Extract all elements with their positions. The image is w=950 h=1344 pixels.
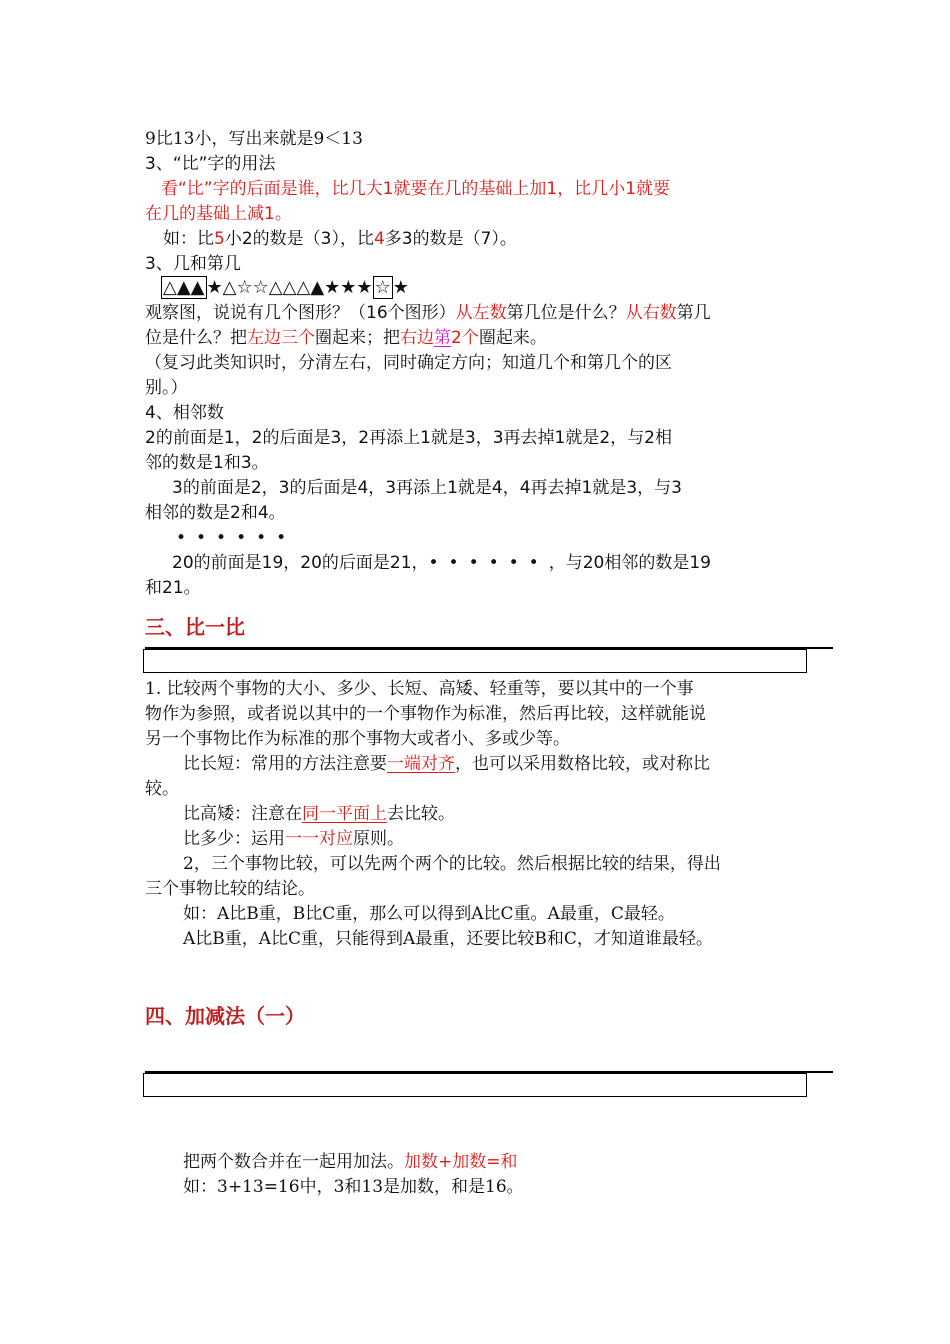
ordinal-question-line-2 <box>145 327 547 349</box>
length-align-ends: 一端对齐 <box>387 754 455 774</box>
adjacent-p2-line-1: 3的前面是2，3的后面是4，3再添上1就是4，4再去掉1就是3，与3 <box>172 478 682 498</box>
count-one-to-one: 一一对应 <box>285 829 353 849</box>
bi-usage-title: 3、“比”字的用法 <box>145 154 276 174</box>
example-num-4: 4 <box>373 229 385 249</box>
q1-from-right: 从右数 <box>625 303 677 323</box>
count-text-a: 比多少：运用 <box>183 829 285 849</box>
p3-text-a: 20的前面是19，20的后面是21， <box>172 553 429 573</box>
q2-second: 2个 <box>451 328 479 348</box>
compare-length-line-2: 较。 <box>145 779 179 799</box>
adjacent-p1-line-2: 邻的数是1和3。 <box>145 453 269 473</box>
section-heading-compare: 三、比一比 <box>145 615 245 639</box>
bi-rule-line-2: 在几的基础上减1。 <box>145 204 292 224</box>
length-text-a: 比长短：常用的方法注意要 <box>183 754 387 774</box>
compare-count <box>183 828 404 850</box>
three-items-example-1: 如：A比B重，B比C重，那么可以得到A比C重。A最重，C最轻。 <box>183 904 675 924</box>
adjacent-p3-line-2: 和21。 <box>145 578 201 598</box>
shape-end: ★ <box>392 277 409 298</box>
length-text-b: ，也可以采用数格比较，或对称比 <box>455 754 710 774</box>
bi-rule-line-1: 看“比”字的后面是谁，比几大1就要在几的基础上加1，比几小1就要 <box>161 179 671 199</box>
q2-ordinal: 第 <box>434 328 451 348</box>
adjacent-p3-line-1 <box>172 552 711 574</box>
heading-rule-box <box>143 649 807 673</box>
addition-formula: 加数+加数=和 <box>404 1152 518 1172</box>
adjacent-title: 4、相邻数 <box>145 403 224 423</box>
q1-text-c: 第几 <box>676 303 711 323</box>
compare-p1-line-1: 1. 比较两个事物的大小、多少、长短、高矮、轻重等，要以其中的一个事 <box>145 679 694 699</box>
three-items-example-2: A比B重，A比C重，只能得到A最重，还要比较B和C，才知道谁最轻。 <box>183 929 713 949</box>
count-text-b: 原则。 <box>353 829 404 849</box>
three-items-line-2: 三个事物比较的结论。 <box>145 879 315 899</box>
height-text-b: 去比较。 <box>387 804 455 824</box>
p3-text-b: ，与20相邻的数是19 <box>548 553 711 573</box>
three-items-line-1: 2，三个事物比较，可以先两个两个的比较。然后根据比较的结果，得出 <box>183 854 721 874</box>
compare-length <box>183 753 710 775</box>
compare-height <box>183 803 455 825</box>
compare-p1-line-3: 另一个事物比作为标准的那个事物大或者小、多或少等。 <box>145 729 570 749</box>
example-mid: 小2的数是（3），比 <box>224 229 374 249</box>
compare-expression: 9＜13 <box>313 129 363 149</box>
review-note-line-1: （复习此类知识时，分清左右，同时确定方向；知道几个和第几个的区 <box>145 353 672 373</box>
adjacent-p2-line-2: 相邻的数是2和4。 <box>145 503 286 523</box>
compare-line <box>145 128 363 150</box>
ordinal-question-line-1 <box>145 302 711 324</box>
example-num-5: 5 <box>214 229 225 249</box>
q1-text-a: 观察图，说说有几个图形？（16个图形） <box>145 303 456 323</box>
adjacent-p1-line-1: 2的前面是1，2的后面是3，2再添上1就是3，3再去掉1就是2，与2相 <box>145 428 672 448</box>
q1-from-left: 从左数 <box>455 303 507 323</box>
bi-example <box>163 228 517 250</box>
height-text-a: 比高矮：注意在 <box>183 804 302 824</box>
p3-dots: •••••• <box>428 553 549 573</box>
shape-middle: ★△☆☆△△△▲★★★ <box>206 277 373 298</box>
q2-text-a: 位是什么？把 <box>145 328 247 348</box>
q2-right: 右边 <box>400 328 434 348</box>
section-heading-add-subtract: 四、加减法（一） <box>145 1004 305 1028</box>
review-note-line-2: 别。） <box>145 378 188 398</box>
q1-text-b: 第几位是什么？ <box>506 303 626 323</box>
q2-left-three: 左边三个 <box>247 328 315 348</box>
compare-p1-line-2: 物作为参照，或者说以其中的一个事物作为标准，然后再比较，这样就能说 <box>145 704 706 724</box>
shape-box-right: ☆ <box>374 277 391 298</box>
heading-rule-box-2 <box>143 1073 807 1097</box>
q2-text-b: 圈起来；把 <box>315 328 400 348</box>
shape-row <box>161 277 409 299</box>
compare-prefix: 9比13小，写出来就是 <box>145 129 314 149</box>
example-suffix: 多3的数是（7）。 <box>384 229 517 249</box>
example-prefix: 如：比 <box>163 229 214 249</box>
ellipsis-dots: •••••• <box>176 528 297 548</box>
ordinal-title: 3、几和第几 <box>145 254 241 274</box>
q2-text-c: 圈起来。 <box>478 328 547 348</box>
shape-box-left: △▲▲ <box>163 277 205 298</box>
addition-text: 把两个数合并在一起用加法。 <box>183 1152 404 1172</box>
height-same-plane: 同一平面上 <box>302 804 387 824</box>
addition-rule <box>183 1151 518 1173</box>
addition-example: 如：3+13=16中，3和13是加数，和是16。 <box>183 1177 524 1197</box>
